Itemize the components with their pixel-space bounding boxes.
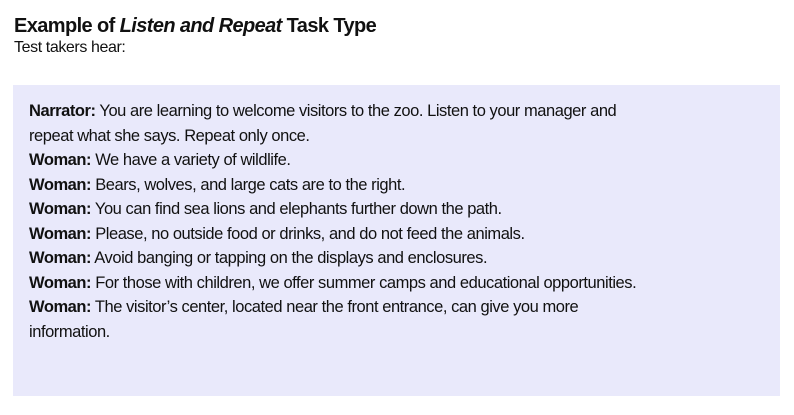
speaker-label: Narrator: [29, 102, 96, 120]
utterance-text: The visitor’s center, located near the front entrance, can give you more [91, 298, 579, 316]
subheading: Test takers hear: [14, 39, 126, 56]
utterance-text: You can find sea lions and elephants further down the path. [91, 200, 502, 218]
utterance-text: For those with children, we offer summer camps and educational opportunities. [91, 273, 637, 292]
transcript-box [13, 85, 780, 396]
task-type-heading [14, 14, 376, 38]
transcript-line [29, 99, 766, 124]
transcript-line [29, 271, 766, 296]
speaker-label: Woman: [29, 175, 92, 194]
utterance-text: You are learning to welcome visitors to the zoo. Listen to your manager and [95, 102, 617, 120]
utterance-text: Bears, wolves, and large cats are to the right. [91, 175, 406, 194]
transcript-line [29, 295, 766, 320]
speaker-label: Woman: [29, 273, 92, 292]
speaker-label: Woman: [29, 224, 92, 243]
utterance-text: repeat what she says. Repeat only once. [29, 126, 310, 145]
transcript-line [29, 173, 766, 198]
transcript-line-continuation [29, 320, 766, 345]
utterance-text: Please, no outside food or drinks, and do not feed the animals. [91, 224, 525, 243]
heading-suffix: Task Type [281, 15, 377, 37]
transcript-line-continuation [29, 124, 766, 149]
transcript-line [29, 222, 766, 247]
transcript-line [29, 148, 766, 173]
speaker-label: Woman: [29, 200, 92, 218]
transcript-line [29, 246, 766, 271]
speaker-label: Woman: [29, 298, 92, 316]
speaker-label: Woman: [29, 151, 92, 169]
heading-task-name: Listen and Repeat [119, 15, 282, 37]
transcript-line [29, 197, 766, 222]
speaker-label: Woman: [29, 249, 92, 267]
utterance-text: We have a variety of wildlife. [91, 151, 291, 169]
heading-prefix: Example of [14, 15, 120, 37]
utterance-text: Avoid banging or tapping on the displays and enclosures. [91, 249, 488, 267]
utterance-text: information. [29, 322, 110, 341]
